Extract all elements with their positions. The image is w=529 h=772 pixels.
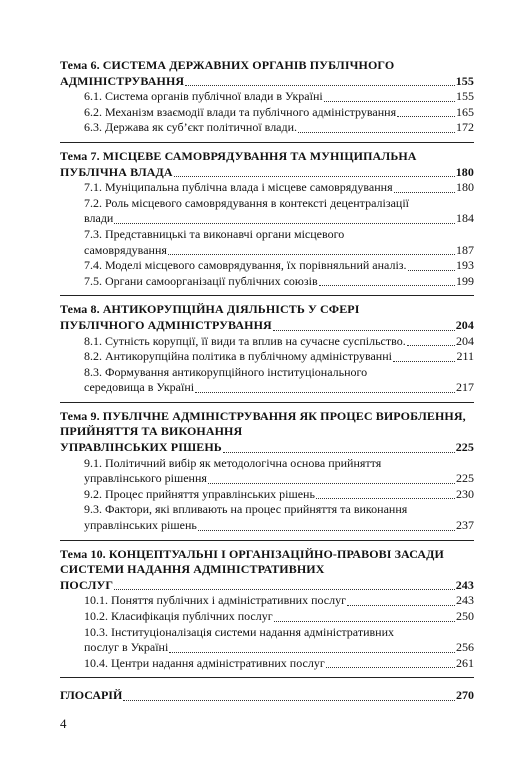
toc-heading-text-last: ПУБЛІЧНА ВЛАДА [60, 164, 173, 179]
dot-leader [393, 361, 455, 362]
toc-item-text-last: влади [84, 211, 114, 226]
toc-item-text: 10.4. Центри надання адміністративних послуг [84, 655, 325, 670]
toc-item-text-last: управлінського рішення [84, 471, 207, 486]
toc-heading [60, 547, 474, 594]
toc-item-text: 7.5. Органи самоорганізації публічних союзів [84, 273, 318, 288]
toc-heading [60, 302, 474, 333]
toc-item [60, 625, 474, 656]
toc-page-number: 155 [455, 73, 474, 88]
toc-item-text-last: послуг в Україні [84, 640, 169, 655]
dot-leader [273, 330, 455, 331]
toc-item [60, 349, 474, 365]
dot-leader [324, 101, 455, 102]
toc-page-number: 180 [455, 164, 474, 179]
toc-page-number: 225 [456, 471, 474, 486]
dot-leader [326, 667, 455, 668]
dot-leader [198, 530, 455, 531]
toc-page-number: 243 [455, 577, 474, 592]
toc-page-number: 270 [456, 688, 474, 703]
toc-heading-text-last: АДМІНІСТРУВАННЯ [60, 73, 185, 88]
toc-item [60, 609, 474, 625]
dot-leader [319, 285, 455, 286]
toc-item [60, 89, 474, 105]
toc-item-text: 8.3. Формування антикорупційного інституціонального [84, 364, 368, 379]
dot-leader [169, 652, 455, 653]
toc-page-number: 193 [456, 258, 474, 273]
toc-item-text: 6.3. Держава як суб’єкт політичної влади. [84, 120, 298, 135]
dot-leader [408, 270, 455, 271]
toc-heading-text: Тема 10. КОНЦЕПТУАЛЬНІ І ОРГАНІЗАЦІЙНО-ПРАВОВІ ЗАСАДИ СИСТЕМИ НАДАННЯ АДМІНІСТРАТИВНИХ [60, 546, 444, 577]
toc-page-number: 155 [456, 89, 474, 104]
toc-item-text-last: самоврядування [84, 242, 167, 257]
toc-item [60, 180, 474, 196]
toc-item-text-last: середовища в Україні [84, 380, 195, 395]
toc-page-number: 225 [455, 440, 474, 455]
toc-item-text-last: управлінських рішень [84, 518, 197, 533]
toc-page-number: 199 [456, 273, 474, 288]
dot-leader [114, 223, 455, 224]
toc-item [60, 120, 474, 136]
toc-item-text: 7.2. Роль місцевого самоврядування в контексті децентралізації [84, 195, 409, 210]
dot-leader [174, 176, 455, 177]
toc-item-text: 7.4. Моделі місцевого самоврядування, їх порівняльний аналіз. [84, 258, 407, 273]
toc-item [60, 227, 474, 258]
dot-leader [195, 392, 455, 393]
toc-page-number: 250 [456, 609, 474, 623]
dot-leader [407, 345, 455, 346]
toc-item-text: 6.2. Механізм взаємодії влади та публічного адміністрування [84, 104, 397, 119]
toc-item-text: 6.1. Система органів публічної влади в Україні [84, 89, 323, 104]
dot-leader [316, 498, 455, 499]
dot-leader [123, 700, 455, 701]
toc-heading [60, 58, 474, 89]
toc-heading-text-last: ПОСЛУГ [60, 577, 114, 592]
toc-page-number: 237 [456, 518, 474, 533]
dot-leader [168, 254, 455, 255]
toc-section-topic-6 [60, 56, 474, 143]
toc-page-number: 180 [456, 180, 474, 195]
toc-page-number: 243 [456, 593, 474, 608]
dot-leader [223, 452, 455, 453]
toc-item [60, 334, 474, 350]
dot-leader [394, 192, 455, 193]
page-number: 4 [60, 716, 67, 731]
dot-leader [114, 589, 455, 590]
toc-page-number: 187 [456, 242, 474, 257]
toc-heading [60, 409, 474, 456]
toc-heading-text-last: ПУБЛІЧНОГО АДМІНІСТРУВАННЯ [60, 317, 272, 332]
toc-heading-text: Тема 7. МІСЦЕВЕ САМОВРЯДУВАННЯ ТА МУНІЦИПАЛЬНА [60, 148, 417, 163]
toc-item [60, 502, 474, 533]
toc-item-text: 8.1. Сутність корупції, її види та вплив на сучасне суспільство. [84, 333, 406, 348]
toc-section-topic-10 [60, 545, 474, 679]
toc-glossary [60, 682, 474, 710]
toc-item [60, 258, 474, 274]
toc-heading-text: Тема 6. СИСТЕМА ДЕРЖАВНИХ ОРГАНІВ ПУБЛІЧНОГО [60, 58, 395, 72]
glossary-label: ГЛОСАРІЙ [60, 688, 123, 703]
toc-page-number: 184 [456, 211, 474, 226]
toc-section-topic-9 [60, 407, 474, 541]
toc-item [60, 105, 474, 121]
toc-item-text: 9.2. Процес прийняття управлінських рішень [84, 486, 315, 501]
toc-section-topic-8 [60, 300, 474, 403]
toc-heading-text: Тема 8. АНТИКОРУПЦІЙНА ДІЯЛЬНІСТЬ У СФЕРІ [60, 302, 360, 317]
toc-item-text: 9.1. Політичний вибір як методологічна основа прийняття [84, 455, 382, 470]
toc-item-text: 7.1. Муніципальна публічна влада і місцеве самоврядування [84, 180, 393, 195]
dot-leader [185, 85, 455, 86]
toc-item-text: 10.3. Інституціоналізація системи надання адміністративних [84, 624, 394, 639]
dot-leader [397, 116, 455, 117]
toc-item [60, 274, 474, 290]
toc-item [60, 593, 474, 609]
toc-page-number: 230 [456, 486, 474, 501]
toc-item-text: 10.2. Класифікація публічних послуг [84, 609, 273, 623]
toc-item [60, 196, 474, 227]
toc-item-text: 9.3. Фактори, які впливають на процес прийняття та виконання [84, 502, 408, 517]
toc-item-text: 8.2. Антикорупційна політика в публічному адмініструванні [84, 349, 392, 364]
toc-page-number: 256 [456, 640, 474, 655]
toc-item-text: 7.3. Представницькі та виконавчі органи місцевого [84, 226, 345, 241]
toc-item [60, 487, 474, 503]
toc-item-text: 10.1. Поняття публічних і адміністративних послуг [84, 593, 347, 608]
toc-item [60, 365, 474, 396]
toc-page-number: 165 [456, 104, 474, 119]
toc-item [60, 456, 474, 487]
toc-page-number: 204 [455, 317, 474, 332]
toc-heading-text: Тема 9. ПУБЛІЧНЕ АДМІНІСТРУВАННЯ ЯК ПРОЦЕС ВИРОБЛЕННЯ, ПРИЙНЯТТЯ ТА ВИКОНАННЯ [60, 408, 466, 439]
dot-leader [208, 483, 455, 484]
dot-leader [347, 605, 455, 606]
toc-page-number: 261 [456, 655, 474, 670]
dot-leader [274, 621, 455, 622]
toc-page-number: 217 [456, 380, 474, 395]
toc-item [60, 656, 474, 672]
table-of-contents [60, 56, 474, 714]
toc-heading-text-last: УПРАВЛІНСЬКИХ РІШЕНЬ [60, 440, 222, 455]
toc-page-number: 172 [456, 120, 474, 135]
toc-page-number: 211 [456, 349, 474, 364]
toc-section-topic-7 [60, 147, 474, 296]
toc-heading [60, 149, 474, 180]
toc-page-number: 204 [456, 333, 474, 348]
dot-leader [298, 132, 455, 133]
